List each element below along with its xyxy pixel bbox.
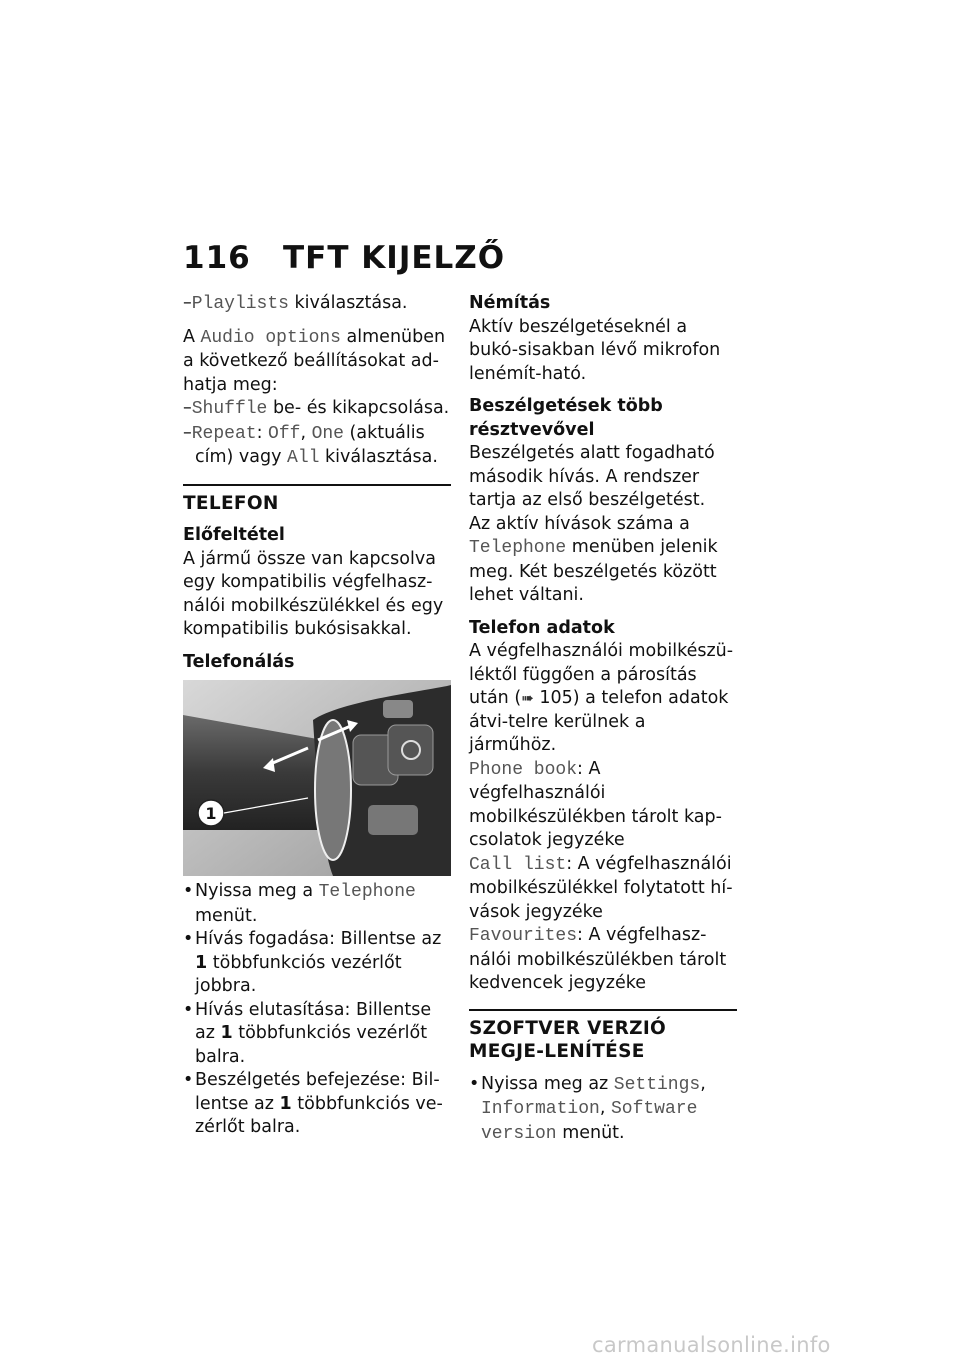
- text: Hívás elutasítása: Billentse az: [195, 999, 432, 1043]
- bullet-accept-call: [183, 928, 451, 999]
- text: Nyissa meg az: [481, 1073, 614, 1094]
- list-item-shuffle: –Shuffle be- és kikapcsolása.: [183, 398, 450, 419]
- callout-ref: 1: [279, 1093, 292, 1114]
- code-phone-book: Phone book: [469, 759, 578, 780]
- text: : A végfelhasználói mobilkészülékkel folytatott hí-vások jegyzéke: [469, 853, 733, 922]
- bullet-open-telephone: [183, 880, 451, 928]
- call-list-item: [469, 853, 737, 925]
- phone-book-item: [469, 758, 737, 853]
- code-repeat: Repeat: [191, 423, 257, 444]
- text: : A végfelhasz-nálói mobilkészülékben tárolt kedvencek jegyzéke: [469, 925, 727, 993]
- code-favourites: Favourites: [469, 926, 578, 946]
- section-divider: [469, 1009, 737, 1011]
- callout-ref: 1: [220, 1023, 233, 1043]
- bullet-open-settings: [469, 1073, 737, 1147]
- nemitas-text: Aktív beszélgetéseknél a bukó-sisakban lévő mikrofon lenémít-ható.: [469, 316, 721, 384]
- text: többfunkciós ve-zérlőt balra.: [195, 1093, 443, 1137]
- text: ,: [700, 1073, 706, 1094]
- text: Hívás fogadása: Billentse az: [195, 929, 442, 949]
- tobb-text-2: [469, 513, 737, 608]
- text: menüt.: [195, 905, 258, 926]
- text: menüben jelenik meg. Két beszélgetés között lehet váltani.: [469, 537, 718, 605]
- list-item-repeat: –Repeat: Off, One (aktuális cím) vagy All kiválasztása.: [183, 422, 438, 468]
- text: ,: [300, 422, 312, 443]
- text: többfunkciós vezérlőt jobbra.: [195, 952, 402, 996]
- tobb-text-1: Beszélgetés alatt fogadható második hívás. A rendszer tartja az első beszélgetést.: [469, 443, 715, 510]
- elofeltetel-text: A jármű össze van kapcsolva egy kompatibilis végfelhasz-nálói mobilkészülékkel és egy kompatibilis bukósisakkal.: [183, 548, 444, 639]
- text: (aktuális cím) vagy: [195, 422, 425, 467]
- handlebar-control-figure: [183, 680, 451, 876]
- list-item-text: kiválasztása.: [288, 293, 408, 313]
- text: többfunkciós vezérlőt balra.: [195, 1023, 428, 1067]
- favourites-item: [469, 924, 737, 996]
- left-column: [183, 292, 451, 1140]
- code-information: Information: [481, 1099, 600, 1119]
- list-item-playlists: –Playlists kiválasztása.: [183, 293, 408, 314]
- text: kiválasztása.: [319, 447, 438, 467]
- text: ,: [599, 1098, 611, 1118]
- figure-callout-1: 1: [205, 804, 217, 823]
- text: Az aktív hívások száma a: [469, 513, 690, 534]
- text: Nyissa meg a: [195, 881, 319, 901]
- callout-ref: 1: [195, 952, 208, 973]
- audio-options-paragraph: [183, 326, 451, 398]
- text: menüt.: [556, 1122, 625, 1143]
- text: : A végfelhasználói mobilkészülékben tárolt kap-csolatok jegyzéke: [469, 758, 722, 850]
- text: :: [256, 422, 269, 443]
- page-title: TFT KIJELZŐ: [283, 240, 506, 276]
- code-software-version: Software version: [481, 1099, 698, 1144]
- subheading-telefonalas: Telefonálás: [183, 651, 295, 672]
- watermark: carmanualsonline.info: [592, 1333, 831, 1357]
- subheading-telefon-adatok: Telefon adatok: [469, 617, 615, 638]
- code-shuffle: Shuffle: [191, 399, 268, 419]
- text: A: [183, 326, 201, 347]
- page-number: 116: [183, 240, 251, 276]
- adatok-text: [469, 640, 737, 758]
- right-column: [469, 292, 737, 1146]
- code-telephone: Telephone: [318, 882, 416, 902]
- section-divider: [183, 484, 451, 486]
- subheading-elofeltetel: Előfeltétel: [183, 525, 285, 545]
- subheading-nemitas: Némítás: [469, 293, 551, 313]
- code-one: One: [311, 423, 344, 444]
- text: 105) a telefon adatok átvi-telre kerülnek a járműhöz.: [469, 688, 729, 755]
- section-heading-szoftver: SZOFTVER VERZIÓ MEGJE-LENÍTÉSE: [469, 1017, 667, 1062]
- bullet-end-call: [183, 1069, 451, 1140]
- code-audio-options: Audio options: [200, 327, 341, 348]
- text: Beszélgetés befejezése: Bil-lentse az: [195, 1070, 440, 1114]
- code-call-list: Call list: [469, 854, 567, 875]
- code-telephone: Telephone: [469, 538, 567, 558]
- code-playlists: Playlists: [191, 294, 289, 314]
- code-all: All: [287, 448, 320, 468]
- subheading-tobb-resztvevo: Beszélgetések több résztvevővel: [469, 396, 663, 440]
- text: almenüben a következő beállításokat ad-hatja meg:: [183, 326, 446, 395]
- bullet-reject-call: [183, 999, 451, 1070]
- text: be- és kikapcsolása.: [267, 398, 450, 418]
- text: A végfelhasználói mobilkészü-léktől függően a párosítás után (: [469, 641, 734, 708]
- code-settings: Settings: [613, 1074, 701, 1095]
- code-off: Off: [268, 423, 301, 444]
- section-heading-telefon: TELEFON: [183, 492, 279, 514]
- page-header: [183, 238, 505, 278]
- page-ref-arrow-icon: ➠: [521, 689, 534, 707]
